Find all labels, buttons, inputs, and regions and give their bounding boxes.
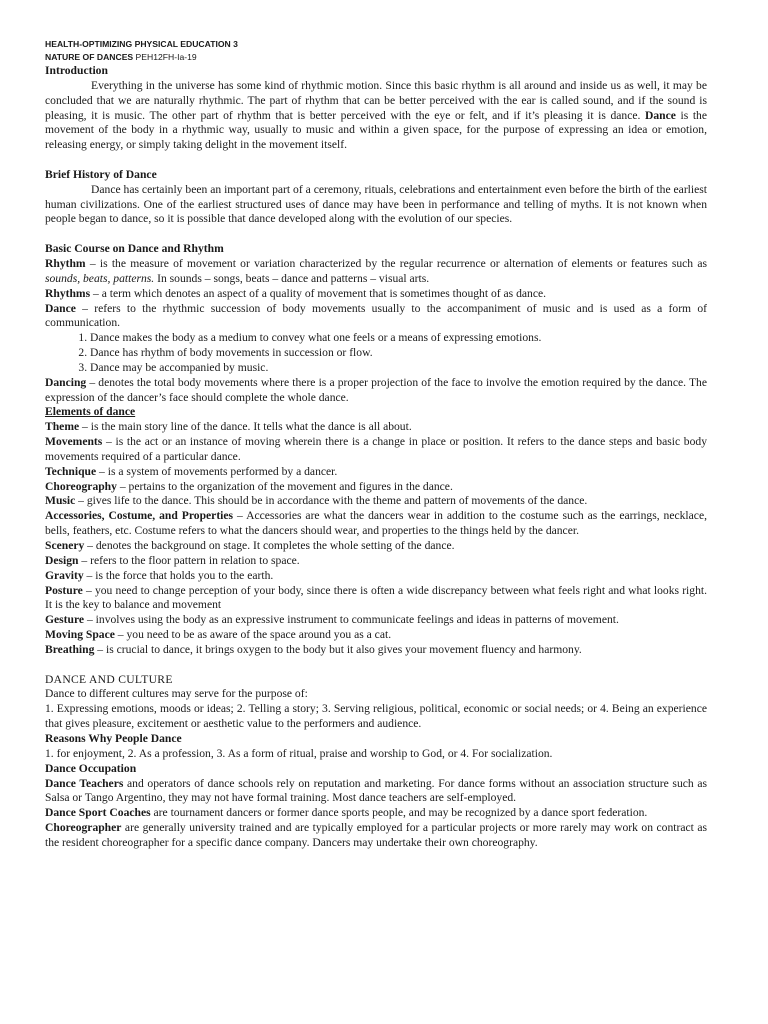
intro-text-b: is the movement of the body in a rhythmic way, usually to music and within a given space, for the purpose of expressing an idea or emotion, releasing energy, or simply taking delight in the movement itself. xyxy=(45,108,707,152)
dance-list xyxy=(45,331,707,376)
elements-heading: Elements of dance xyxy=(45,405,136,419)
rhythm-italic: sounds, beats, patterns. xyxy=(45,271,155,285)
element-choreography xyxy=(45,480,707,495)
element-accessories xyxy=(45,509,707,539)
list-item: 3. Dance may be accompanied by music. xyxy=(90,361,707,376)
element-moving-space xyxy=(45,628,707,643)
history-heading: Brief History of Dance xyxy=(45,167,157,181)
rhythm-text-b: In sounds – songs, beats – dance and patterns – visual arts. xyxy=(154,271,430,285)
list-item: 1. Dance makes the body as a medium to convey what one feels or a means of expressing emotions. xyxy=(90,331,707,346)
culture-purposes: 1. Expressing emotions, moods or ideas; 2. Telling a story; 3. Serving religious, political, economic or social needs; or 4. Being an experience that gives pleasure, excitement or aesthetic value to the performers and audience. xyxy=(45,702,707,731)
element-term: Theme xyxy=(45,420,80,434)
intro-heading: Introduction xyxy=(45,64,108,77)
occupation-term: Dance Sport Coaches xyxy=(45,806,151,820)
element-text: – is crucial to dance, it brings oxygen to the body but it also gives your movement fluency and harmony. xyxy=(94,642,582,656)
dancing-definition xyxy=(45,376,707,406)
lesson-name: NATURE OF DANCES xyxy=(45,52,134,62)
occupation-text: are generally university trained and are typically employed for a particular projects or more rarely may work on contract as the resident choreographer for a specific dance company. Dancers may undertake their own choreography. xyxy=(45,821,707,849)
element-gravity xyxy=(45,569,707,584)
rhythm-definition xyxy=(45,257,707,287)
culture-intro: Dance to different cultures may serve for the purpose of: xyxy=(45,687,308,701)
intro-text-a: Everything in the universe has some kind of rhythmic motion. Since this basic rhythm is all around and inside us as well, it may be concluded that we are naturally rhythmic. The part of rhythm that can be better perceived with the ear is called sound, and if the sound is pleasing, it is music. The other part of rhythm that is better perceived with the eye or felt, and if it’s pleasing it is dance. xyxy=(45,78,707,122)
element-term: Moving Space xyxy=(45,628,115,642)
occupation-coaches xyxy=(45,806,707,821)
occupation-heading: Dance Occupation xyxy=(45,761,137,775)
element-scenery xyxy=(45,539,707,554)
element-text: – Accessories are what the dancers wear in addition to the costume such as the earrings, necklace, bells, feathers, etc. Costume refers to what the dancers should wear, and properties to the things held by the dancer. xyxy=(45,509,707,538)
occupation-term: Choreographer xyxy=(45,821,122,835)
intro-term-dance: Dance xyxy=(645,108,676,122)
dance-culture-heading: DANCE AND CULTURE xyxy=(45,672,173,686)
occupation-text: and operators of dance schools rely on reputation and marketing. For dance forms without an association structure such as Salsa or Tango Argentino, they may not have formal training. Most dance teachers are self-employed. xyxy=(45,776,707,805)
element-breathing xyxy=(45,643,707,658)
element-text: – is the force that holds you to the earth. xyxy=(83,568,274,582)
reasons-text: 1. for enjoyment, 2. As a profession, 3. As a form of ritual, praise and worship to God, or 4. For socialization. xyxy=(45,746,553,760)
history-paragraph: Dance has certainly been an important part of a ceremony, rituals, celebrations and entertainment even before the birth of the earliest human civilizations. One of the earliest structured uses of dance may have been in performance and telling of myths. It is not known when people began to dance, so it is possible that dance developed along with the evolution of our species. xyxy=(45,182,707,226)
element-text: – involves using the body as an expressive instrument to communicate feelings and ideas in patterns of movement. xyxy=(84,613,619,627)
dance-definition xyxy=(45,302,707,332)
element-text: – pertains to the organization of the movement and figures in the dance. xyxy=(116,479,453,493)
element-music xyxy=(45,494,707,509)
dancing-term: Dancing xyxy=(45,375,87,389)
basic-course-heading: Basic Course on Dance and Rhythm xyxy=(45,242,224,256)
element-term: Design xyxy=(45,553,79,567)
dance-term: Dance xyxy=(45,301,76,315)
element-term: Movements xyxy=(45,435,103,449)
element-text: – refers to the floor pattern in relation to space. xyxy=(78,553,300,567)
element-design xyxy=(45,554,707,569)
occupation-text: are tournament dancers or former dance sports people, and may be recognized by a dance sport federation. xyxy=(150,806,648,820)
element-term: Posture xyxy=(45,583,83,597)
element-text: – you need to change perception of your body, since there is often a wide discrepancy between what feels right and what looks right. It is the key to balance and movement xyxy=(45,583,707,612)
occupation-term: Dance Teachers xyxy=(45,776,124,790)
rhythm-text-a: – is the measure of movement or variation characterized by the regular recurrence or alternation of elements or features such as xyxy=(85,256,707,270)
element-text: – is the act or an instance of moving wherein there is a change in place or position. It refers to the dance steps and basic body movements required of a particular dance. xyxy=(45,435,707,463)
document-page xyxy=(45,38,707,851)
element-term: Music xyxy=(45,494,76,508)
lesson-title xyxy=(45,51,707,64)
element-text: – is a system of movements performed by a dancer. xyxy=(96,464,338,478)
element-term: Breathing xyxy=(45,642,95,656)
dance-text: – refers to the rhythmic succession of body movements usually to the accompaniment of music and is used as a form of communication. xyxy=(45,301,707,330)
occupation-teachers xyxy=(45,777,707,807)
element-term: Choreography xyxy=(45,479,117,493)
element-movements xyxy=(45,435,707,465)
element-text: – gives life to the dance. This should be in accordance with the theme and pattern of movements of the dance. xyxy=(75,494,588,508)
element-technique xyxy=(45,465,707,480)
rhythms-text: – a term which denotes an aspect of a quality of movement that is sometimes thought of as dance. xyxy=(90,286,547,300)
element-term: Technique xyxy=(45,464,97,478)
list-item: 2. Dance has rhythm of body movements in succession or flow. xyxy=(90,346,707,361)
element-term: Scenery xyxy=(45,539,85,552)
lesson-code: PEH12FH-Ia-19 xyxy=(133,52,197,62)
course-title: HEALTH-OPTIMIZING PHYSICAL EDUCATION 3 xyxy=(45,39,238,49)
rhythms-definition xyxy=(45,287,707,302)
element-text: – denotes the background on stage. It completes the whole setting of the dance. xyxy=(84,539,455,552)
element-term: Accessories, Costume, and Properties xyxy=(45,509,234,523)
element-text: – you need to be as aware of the space around you as a cat. xyxy=(114,628,392,642)
element-posture xyxy=(45,584,707,614)
reasons-heading: Reasons Why People Dance xyxy=(45,731,182,745)
element-text: – is the main story line of the dance. It tells what the dance is all about. xyxy=(79,420,412,434)
dancing-text: – denotes the total body movements where there is a proper projection of the face to involve the emotion required by the dance. The expression of the dancer’s face should complete the whole dance. xyxy=(45,375,707,404)
rhythm-term: Rhythm xyxy=(45,256,86,270)
element-gesture xyxy=(45,613,707,628)
rhythms-term: Rhythms xyxy=(45,286,91,300)
intro-paragraph xyxy=(45,79,707,153)
element-theme xyxy=(45,420,707,435)
element-term: Gesture xyxy=(45,613,85,627)
occupation-choreographer xyxy=(45,821,707,851)
element-term: Gravity xyxy=(45,568,84,582)
